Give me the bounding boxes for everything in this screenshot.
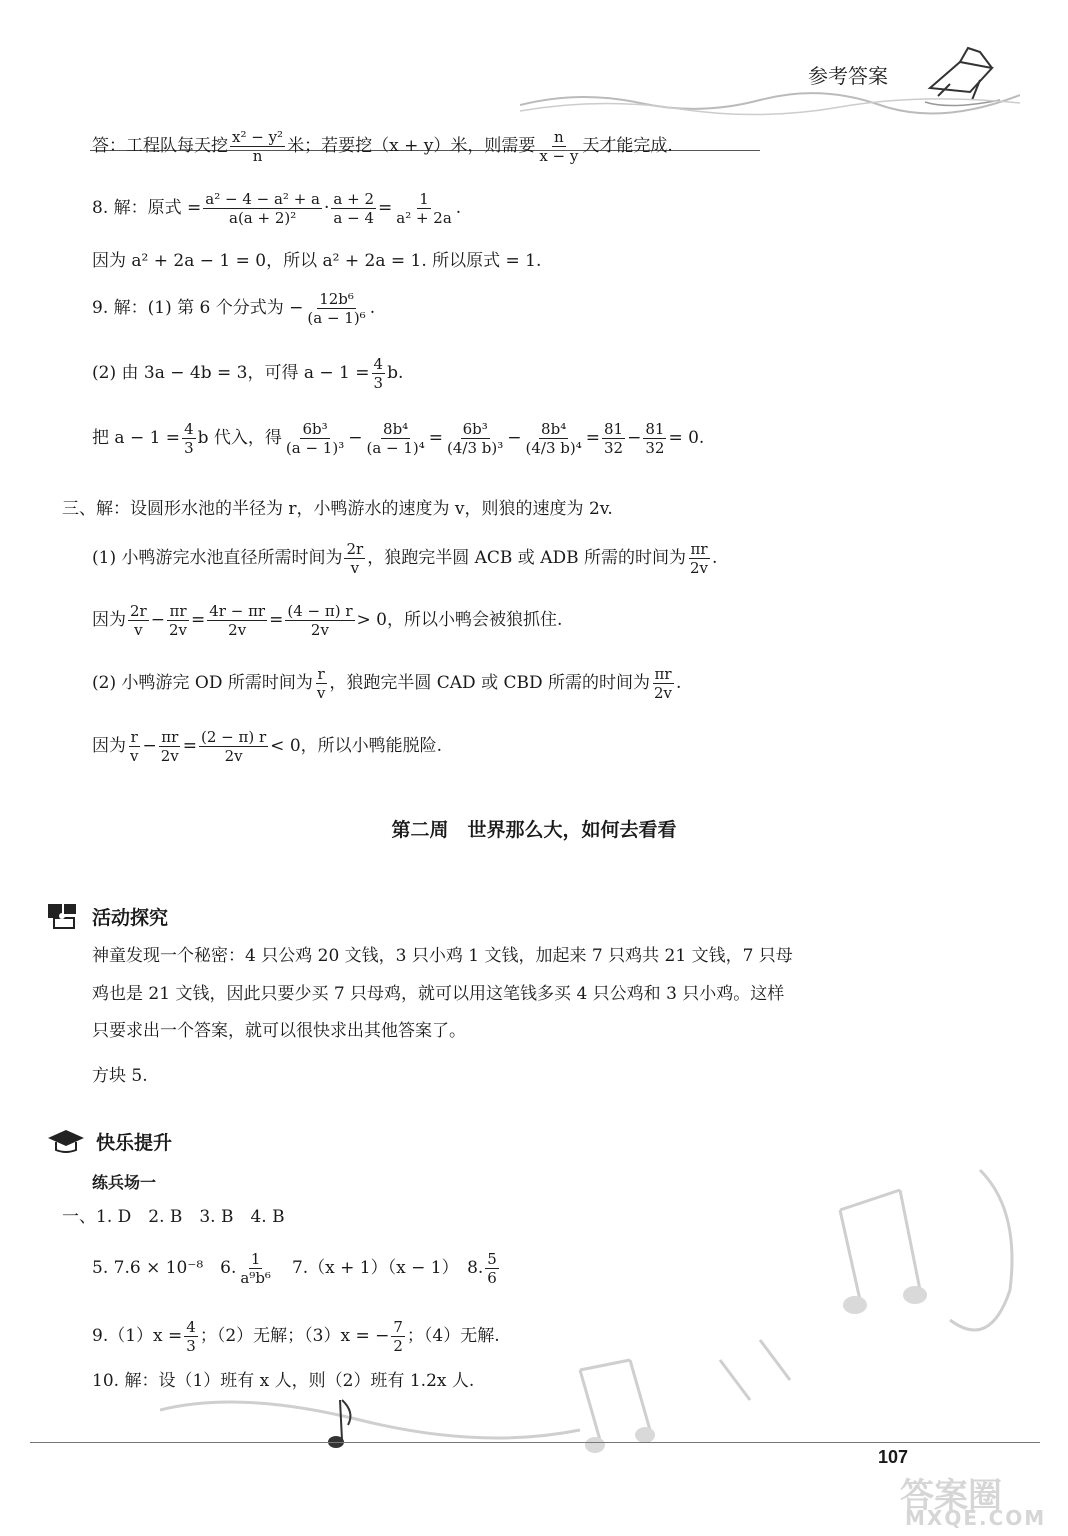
fraction <box>128 602 149 639</box>
answer-line-9-3 <box>92 420 704 457</box>
text-segment: ；（4）无解. <box>406 1326 500 1346</box>
activity-answer: 方块 5. <box>92 1066 148 1086</box>
denominator: (a − 1)⁴ <box>366 439 425 457</box>
denominator: 3 <box>373 374 384 392</box>
fraction <box>230 128 285 165</box>
denominator: 3 <box>186 1337 196 1355</box>
numerator: 1 <box>250 1250 261 1268</box>
numerator: a + 2 <box>333 190 374 208</box>
numerator: πr <box>169 602 187 620</box>
denominator: 2v <box>690 559 709 577</box>
fraction <box>643 420 666 457</box>
activity-heading: 活动探究 <box>92 907 169 929</box>
practice-subheading: 练兵场一 <box>92 1173 157 1192</box>
text-segment: . <box>369 298 376 318</box>
text-segment: ；（2）无解；（3）x = − <box>199 1326 390 1346</box>
text-segment: 8. 解：原式 = <box>92 198 202 218</box>
answer-section-3: 三、解：设圆形水池的半径为 r，小鸭游水的速度为 v，则狼的速度为 2v. <box>62 499 613 519</box>
practice-heading: 快乐提升 <box>96 1132 173 1154</box>
text-segment: = <box>378 198 393 218</box>
fraction <box>207 602 267 639</box>
denominator: a⁹b⁶ <box>240 1269 271 1287</box>
fraction <box>394 190 454 227</box>
denominator: v <box>130 747 139 765</box>
denominator: 2 <box>393 1337 403 1355</box>
numerator: πr <box>654 665 672 683</box>
text-segment: > 0，所以小鸭会被狼抓住. <box>356 610 563 630</box>
text-segment: 因为 <box>92 610 126 630</box>
text-segment: . <box>676 673 682 693</box>
text-segment: − <box>150 610 165 630</box>
answer-line-8 <box>92 190 461 227</box>
numerator: πr <box>690 540 708 558</box>
denominator: 2v <box>160 747 179 765</box>
text-segment: 因为 <box>92 736 126 756</box>
numerator: 4 <box>373 355 384 373</box>
numerator: 81 <box>604 420 624 438</box>
denominator: a − 4 <box>333 209 374 227</box>
denominator: 6 <box>487 1269 497 1287</box>
answer-line-3-1 <box>92 540 717 577</box>
numerator: 4r − πr <box>209 602 266 620</box>
numerator: r <box>130 728 138 746</box>
fraction <box>182 420 196 457</box>
numerator: a² − 4 − a² + a <box>205 190 320 208</box>
activity-paragraph-3: 只要求出一个答案，就可以很快求出其他答案了。 <box>92 1021 466 1041</box>
denominator: 2v <box>228 621 247 639</box>
fraction <box>524 420 584 457</box>
answer-line-9 <box>92 290 375 327</box>
text-segment: − <box>627 428 642 448</box>
answer-line-9-2 <box>92 355 403 392</box>
numerator: r <box>317 665 325 683</box>
text-segment: = 0. <box>668 428 705 448</box>
numerator: x² − y² <box>232 128 284 146</box>
fraction <box>688 540 710 577</box>
text-segment: 把 a − 1 = <box>92 428 181 448</box>
answer-line-3-2b <box>92 728 442 765</box>
activity-paragraph-1: 神童发现一个秘密：4 只公鸡 20 文钱，3 只小鸡 1 文钱，加起来 7 只鸡共 21 文钱，7 只母 <box>92 946 793 966</box>
text-segment: . <box>455 198 462 218</box>
text-segment: < 0，所以小鸭能脱险. <box>270 736 443 756</box>
page-number: 107 <box>878 1447 909 1467</box>
text-segment: ，狼跑完半圆 CAD 或 CBD 所需的时间为 <box>329 673 651 693</box>
header-wave-decoration <box>520 85 1020 125</box>
text-segment: · <box>324 198 330 218</box>
numerator: 4 <box>184 420 194 438</box>
numerator: 6b³ <box>302 420 328 438</box>
text-segment: (1) 小鸭游完水池直径所需时间为 <box>92 548 343 568</box>
numerator: πr <box>161 728 179 746</box>
text-segment: = <box>585 428 600 448</box>
numerator: (2 − π) r <box>201 728 267 746</box>
text-segment: = <box>182 736 198 756</box>
numerator: 6b³ <box>462 420 488 438</box>
text-segment: 9.（1）x = <box>92 1326 183 1346</box>
denominator: 2v <box>168 621 187 639</box>
numerator: 2r <box>130 602 147 620</box>
watermark-logo: 答案圈 <box>900 1476 1002 1516</box>
fraction <box>537 128 580 165</box>
denominator: v <box>350 559 360 577</box>
text-segment: 米；若要挖（x + y）米，则需要 <box>287 136 536 156</box>
text-segment: b 代入，得 <box>197 428 282 448</box>
numerator: (4 − π) r <box>287 602 353 620</box>
text-segment: − <box>142 736 157 756</box>
denominator: 32 <box>645 439 665 457</box>
text-segment: . <box>712 548 718 568</box>
denominator: a(a + 2)² <box>229 209 297 227</box>
numerator: 8b⁴ <box>541 420 567 438</box>
header-title: 参考答案 <box>808 64 888 88</box>
denominator: 2v <box>654 684 673 702</box>
text-segment: (2) 小鸭游完 OD 所需时间为 <box>92 673 313 693</box>
denominator: v <box>134 621 143 639</box>
puzzle-icon <box>46 900 80 930</box>
graduation-cap-icon <box>46 1128 86 1154</box>
fraction <box>285 602 354 639</box>
fraction <box>159 728 181 765</box>
fraction <box>128 728 140 765</box>
fraction <box>602 420 625 457</box>
text-segment: 5. 7.6 × 10⁻⁸ 6. <box>92 1258 237 1278</box>
text-segment: = <box>191 610 206 630</box>
fraction <box>199 728 268 765</box>
text-segment: − <box>507 428 522 448</box>
denominator: (a − 1)⁶ <box>307 309 366 327</box>
numerator: 81 <box>645 420 665 438</box>
practice-q1-4: 一、1. D 2. B 3. B 4. B <box>62 1207 285 1227</box>
denominator: 32 <box>604 439 624 457</box>
denominator: 2v <box>310 621 329 639</box>
denominator: (a − 1)³ <box>285 439 345 457</box>
fraction <box>167 602 189 639</box>
fraction <box>305 290 367 327</box>
fraction <box>344 540 365 577</box>
denominator: 3 <box>184 439 194 457</box>
fraction <box>315 665 327 702</box>
fraction <box>331 190 376 227</box>
fraction <box>284 420 346 457</box>
answer-line-8b: 因为 a² + 2a − 1 = 0，所以 a² + 2a = 1. 所以原式 = 1. <box>92 251 542 271</box>
fraction <box>203 190 322 227</box>
answer-line-3-2 <box>92 665 681 702</box>
numerator: 8b⁴ <box>383 420 409 438</box>
denominator: (4/3 b)⁴ <box>525 439 582 457</box>
denominator: v <box>316 684 326 702</box>
text-segment: 答：工程队每天挖 <box>92 136 228 156</box>
fraction <box>372 355 386 392</box>
numerator: 5 <box>487 1250 497 1268</box>
text-segment: b. <box>387 363 404 383</box>
numerator: 12b⁶ <box>319 290 354 308</box>
numerator: 4 <box>186 1318 196 1336</box>
numerator: n <box>554 128 564 146</box>
watermark-url: MXQE.COM <box>905 1506 1047 1530</box>
denominator: n <box>252 147 263 165</box>
answer-line-1 <box>92 128 673 165</box>
text-segment: ，狼跑完半圆 ACB 或 ADB 所需的时间为 <box>367 548 686 568</box>
music-notes-decoration <box>160 1150 1040 1470</box>
fraction <box>652 665 674 702</box>
text-segment: 9. 解：(1) 第 6 个分式为 − <box>92 298 304 318</box>
fraction <box>364 420 426 457</box>
footer-divider <box>30 1442 1040 1443</box>
text-segment: − <box>348 428 363 448</box>
numerator: 2r <box>346 540 364 558</box>
activity-paragraph-2: 鸡也是 21 文钱，因此只要少买 7 只母鸡，就可以用这笔钱多买 4 只公鸡和 3 只小鸡。这样 <box>92 984 785 1004</box>
denominator: 2v <box>224 747 243 765</box>
denominator: x − y <box>539 147 579 165</box>
practice-q10: 10. 解：设（1）班有 x 人，则（2）班有 1.2x 人. <box>92 1371 475 1391</box>
fraction <box>445 420 505 457</box>
numerator: 7 <box>393 1318 403 1336</box>
text-segment: = <box>428 428 444 448</box>
denominator: a² + 2a <box>396 209 452 227</box>
text-segment: (2) 由 3a − 4b = 3，可得 a − 1 = <box>92 363 370 383</box>
text-segment: = <box>269 610 284 630</box>
answer-line-3-1b <box>92 602 562 639</box>
text-segment: 7.（x + 1）（x − 1） 8. <box>291 1258 484 1278</box>
week-title: 第二周 世界那么大，如何去看看 <box>391 819 677 841</box>
text-segment: 天才能完成. <box>582 136 673 156</box>
numerator: 1 <box>419 190 429 208</box>
denominator: (4/3 b)³ <box>447 439 504 457</box>
